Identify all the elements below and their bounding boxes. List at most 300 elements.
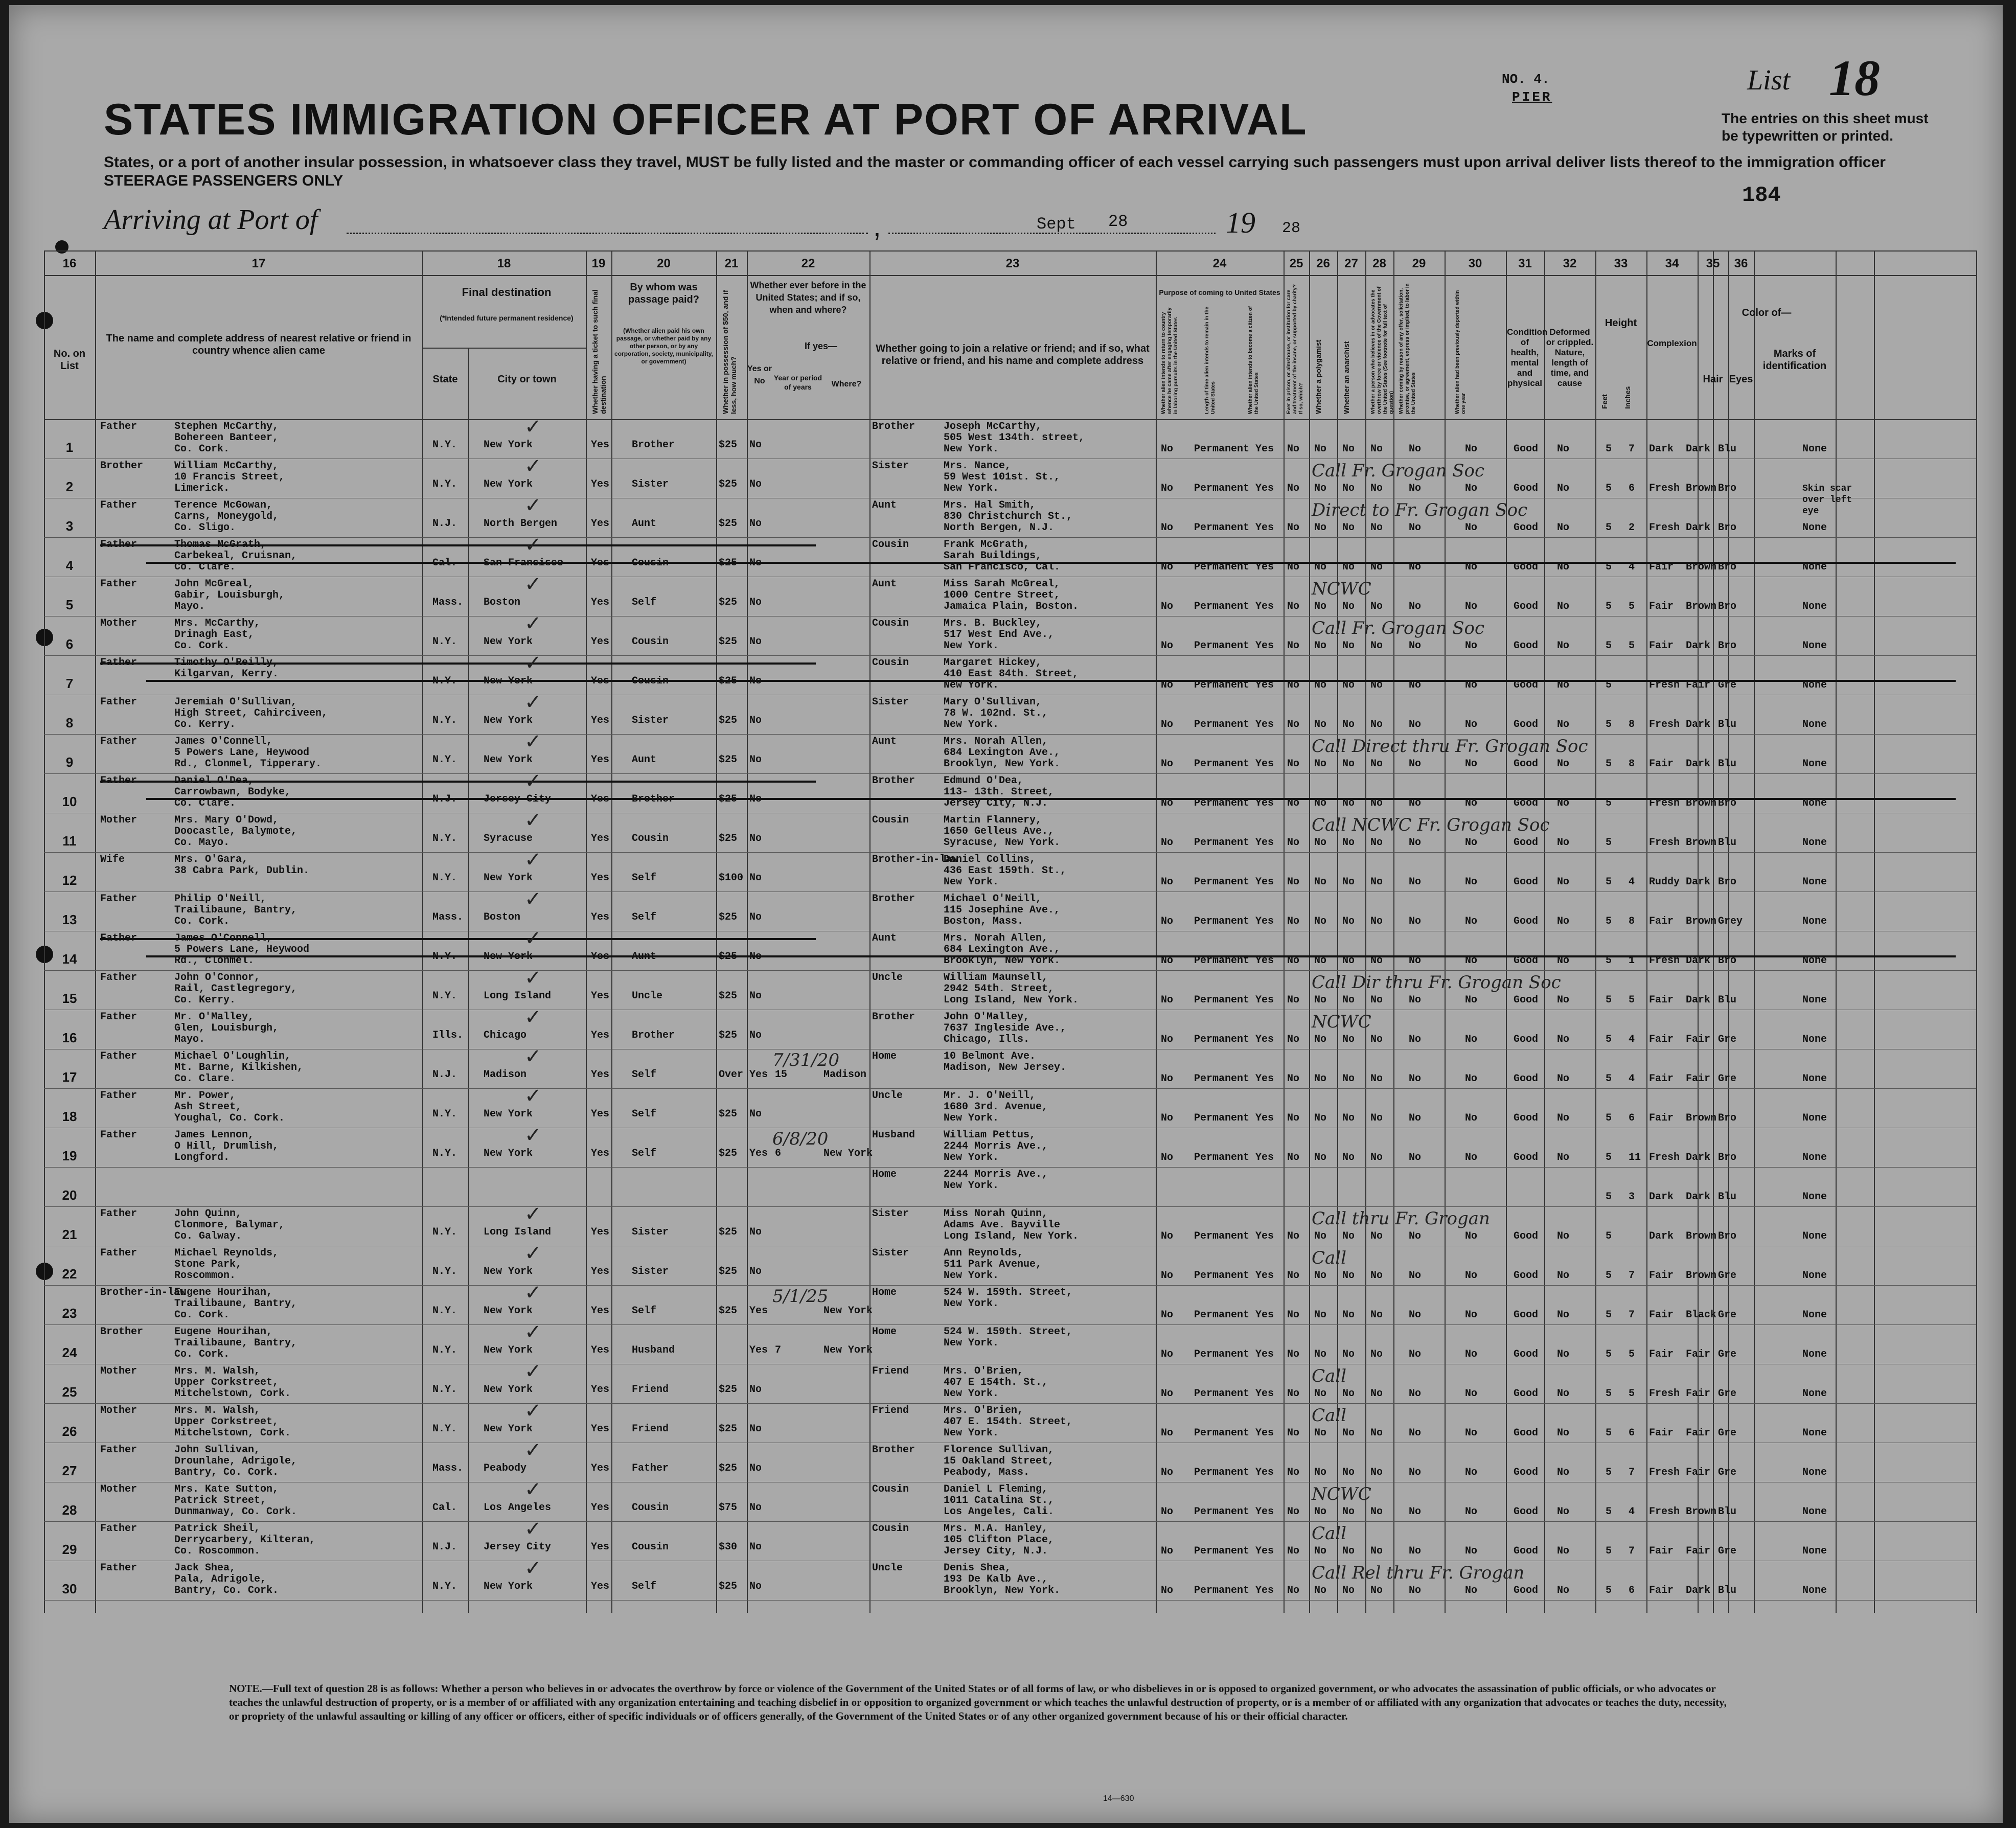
inches-cell: 7	[1629, 1545, 1635, 1557]
feet-cell: 5	[1606, 1388, 1612, 1400]
header-final-destination: Final destination	[462, 286, 552, 299]
state-cell: Mass.	[432, 1463, 464, 1474]
relative-address: Mitchelstown, Cork.	[174, 1427, 291, 1439]
list-note	[1722, 110, 1929, 145]
ticket-cell: Yes	[591, 1423, 610, 1435]
feet-cell: 5	[1606, 837, 1612, 849]
city-cell: New York	[484, 951, 533, 963]
join-address: New York.	[944, 719, 999, 730]
header-before-us: Whether ever before in the United States; and if so, when and where?	[750, 280, 866, 315]
join-name: William Maunsell,	[944, 972, 1048, 984]
join-relation: Cousin	[872, 1483, 909, 1495]
column-rule	[1445, 250, 1446, 1613]
row-number: 1	[65, 440, 74, 455]
purpose-c-cell: Yes	[1255, 1270, 1274, 1282]
q30-cell: No	[1465, 837, 1478, 849]
handwritten-annotation: Call Fr. Grogan Soc	[1312, 461, 1484, 481]
row-strikethrough	[146, 680, 1956, 682]
join-address: 1650 Gelleus Ave.,	[944, 826, 1055, 837]
q29-cell: No	[1409, 1349, 1422, 1360]
hair-cell: Dark	[1686, 640, 1711, 652]
q29-cell: No	[1409, 483, 1422, 494]
checkmark-icon: ✓	[524, 455, 542, 477]
eyes-cell: Bro	[1718, 1152, 1737, 1163]
relation: Father	[100, 499, 138, 511]
q25-cell: No	[1287, 640, 1300, 652]
join-relation: Brother	[872, 1011, 915, 1023]
join-address: Sarah Buildings,	[944, 550, 1042, 562]
q30-cell: No	[1465, 1309, 1478, 1321]
money-cell: $25	[719, 636, 738, 648]
health-cell: Good	[1514, 916, 1539, 927]
eyes-cell: Gre	[1718, 1309, 1737, 1321]
column-rule	[1874, 250, 1875, 1613]
handwritten-annotation: Call Direct thru Fr. Grogan Soc	[1312, 736, 1588, 757]
column-number: 20	[657, 257, 671, 270]
row-strikethrough	[146, 562, 1956, 564]
column-number: 28	[1372, 257, 1386, 270]
q30-cell: No	[1465, 916, 1478, 927]
column-number: 24	[1212, 257, 1227, 270]
purpose-a-cell: No	[1161, 443, 1174, 455]
state-cell: N.Y.	[432, 478, 457, 490]
money-cell: $100	[719, 872, 744, 884]
relative-address: Drinagh East,	[174, 629, 255, 641]
state-cell: N.Y.	[432, 636, 457, 648]
hair-cell: Dark	[1686, 719, 1711, 730]
q28-cell: No	[1370, 679, 1383, 691]
relative-address: Longford.	[174, 1152, 230, 1163]
header-joining: Whether going to join a relative or friend; and if so, what relative or friend, and his name and complete address	[876, 343, 1150, 367]
city-cell: New York	[484, 1384, 533, 1396]
join-address: New York.	[944, 1180, 999, 1192]
q30-cell: No	[1465, 1270, 1478, 1282]
eyes-cell: Gre	[1718, 1467, 1737, 1478]
relative-address: Doocastle, Balymote,	[174, 826, 297, 837]
join-address: 105 Clifton Place,	[944, 1534, 1055, 1546]
health-cell: Good	[1514, 1034, 1539, 1045]
join-address: Los Angeles, Cali.	[944, 1506, 1055, 1518]
list-note-line: be typewritten or printed.	[1722, 128, 1894, 144]
q25-cell: No	[1287, 1467, 1300, 1478]
join-address: 436 East 159th. St.,	[944, 865, 1067, 877]
relation: Father	[100, 1208, 138, 1220]
q25-cell: No	[1287, 719, 1300, 730]
join-address: Brooklyn, New York.	[944, 1585, 1061, 1596]
join-address: New York.	[944, 1427, 999, 1439]
row-number: 13	[62, 912, 77, 927]
inches-cell: 6	[1629, 1585, 1635, 1596]
pier-label: PIER	[1512, 89, 1552, 105]
inches-cell: 5	[1629, 1349, 1635, 1360]
q29-cell: No	[1409, 758, 1422, 770]
purpose-b-cell: Permanent	[1194, 1230, 1250, 1242]
q29-cell: No	[1409, 1388, 1422, 1400]
ticket-cell: Yes	[591, 597, 610, 608]
money-cell: $75	[719, 1502, 738, 1514]
complexion-cell: Fair	[1649, 1034, 1674, 1045]
q30-cell: No	[1465, 1545, 1478, 1557]
deformed-cell: No	[1557, 1073, 1570, 1085]
q26-cell: No	[1314, 1270, 1327, 1282]
relative-name: Patrick Sheil,	[174, 1523, 261, 1535]
q30-cell: No	[1465, 797, 1478, 809]
hair-cell: Fair	[1686, 1073, 1711, 1085]
complexion-cell: Fresh	[1649, 1467, 1680, 1478]
ticket-cell: Yes	[591, 793, 610, 805]
complexion-cell: Fair	[1649, 601, 1674, 612]
deformed-cell: No	[1557, 837, 1570, 849]
list-number: 18	[1829, 50, 1880, 106]
inches-cell: 4	[1629, 561, 1635, 573]
q30-cell: No	[1465, 1585, 1478, 1596]
deformed-cell: No	[1557, 1152, 1570, 1163]
checkmark-icon: ✓	[524, 1085, 542, 1107]
purpose-c-cell: Yes	[1255, 1506, 1274, 1518]
row-number: 14	[62, 951, 77, 967]
q25-cell: No	[1287, 1034, 1300, 1045]
complexion-cell: Fair	[1649, 640, 1674, 652]
q28-cell: No	[1370, 601, 1383, 612]
row-number: 25	[62, 1384, 77, 1400]
header-polygamist: Whether a polygamist	[1314, 339, 1322, 414]
health-cell: Good	[1514, 679, 1539, 691]
row-number: 24	[62, 1345, 77, 1360]
money-cell: $30	[719, 1541, 738, 1553]
checkmark-icon: ✓	[524, 573, 542, 596]
purpose-b-cell: Permanent	[1194, 601, 1250, 612]
q29-cell: No	[1409, 837, 1422, 849]
relative-address: Glen, Louisburgh,	[174, 1022, 279, 1034]
state-cell: Mass.	[432, 597, 464, 608]
purpose-b-cell: Permanent	[1194, 1467, 1250, 1478]
q25-cell: No	[1287, 1545, 1300, 1557]
column-number: 34	[1665, 257, 1679, 270]
marks-cell: Skin scar over left eye	[1802, 484, 1852, 516]
year-cell: 6	[775, 1148, 782, 1159]
join-address: 115 Josephine Ave.,	[944, 904, 1061, 916]
relation: Father	[100, 1090, 138, 1102]
relative-address: Patrick Street,	[174, 1495, 267, 1506]
complexion-cell: Fresh	[1649, 719, 1680, 730]
feet-cell: 5	[1606, 1309, 1612, 1321]
relation: Father	[100, 736, 138, 747]
header-paid-by: By whom was passage paid?	[628, 282, 699, 305]
q29-cell: No	[1409, 797, 1422, 809]
purpose-b-cell: Permanent	[1194, 797, 1250, 809]
city-cell: New York	[484, 1266, 533, 1277]
q25-cell: No	[1287, 1152, 1300, 1163]
q28-cell: No	[1370, 1309, 1383, 1321]
purpose-a-cell: No	[1161, 797, 1174, 809]
row-number: 21	[62, 1227, 77, 1242]
marks-cell: None	[1802, 1230, 1827, 1242]
relative-address: Upper Corkstreet,	[174, 1416, 279, 1428]
join-address: 2244 Morris Ave.,	[944, 1140, 1048, 1152]
relative-address: Gabir, Louisburgh,	[174, 589, 285, 601]
q25-cell: No	[1287, 1309, 1300, 1321]
checkmark-icon: ✓	[524, 888, 542, 910]
q28-cell: No	[1370, 955, 1383, 967]
comma: ,	[873, 210, 881, 242]
eyes-cell: Gre	[1718, 1034, 1737, 1045]
column-number: 18	[497, 257, 511, 270]
relative-name: Mr. O'Malley,	[174, 1011, 255, 1023]
inches-cell: 5	[1629, 994, 1635, 1006]
purpose-b-cell: Permanent	[1194, 1585, 1250, 1596]
q27-cell: No	[1342, 1427, 1355, 1439]
relative-address: Bantry, Co. Cork.	[174, 1585, 279, 1596]
purpose-b-cell: Permanent	[1194, 561, 1250, 573]
deformed-cell: No	[1557, 1585, 1570, 1596]
marks-cell: None	[1802, 916, 1827, 927]
marks-cell: None	[1802, 1191, 1827, 1203]
column-rule	[1646, 250, 1647, 1613]
q26-cell: No	[1314, 483, 1327, 494]
q28-cell: No	[1370, 1152, 1383, 1163]
relative-address: Co. Cork.	[174, 443, 230, 455]
relative-address: Derrycarbery, Kilteran,	[174, 1534, 316, 1546]
health-cell: Good	[1514, 601, 1539, 612]
paid-by-cell: Aunt	[632, 518, 657, 530]
complexion-cell: Fresh	[1649, 1388, 1680, 1400]
marks-cell: None	[1802, 443, 1827, 455]
header-anarchist: Whether an anarchist	[1342, 341, 1350, 414]
column-number: 27	[1344, 257, 1358, 270]
money-cell: $25	[719, 518, 738, 530]
join-relation: Cousin	[872, 657, 909, 669]
city-cell: New York	[484, 675, 533, 687]
q29-cell: No	[1409, 1270, 1422, 1282]
q27-cell: No	[1342, 994, 1355, 1006]
money-cell: $25	[719, 1384, 738, 1396]
column-rule	[747, 250, 748, 1613]
q28-cell: No	[1370, 1427, 1383, 1439]
q30-cell: No	[1465, 483, 1478, 494]
city-cell: New York	[484, 636, 533, 648]
join-relation: Sister	[872, 696, 909, 708]
state-cell: N.Y.	[432, 675, 457, 687]
deformed-cell: No	[1557, 1545, 1570, 1557]
paid-by-cell: Friend	[632, 1384, 669, 1396]
join-address: Adams Ave. Bayville	[944, 1219, 1061, 1231]
feet-cell: 5	[1606, 797, 1612, 809]
join-address: New York.	[944, 483, 999, 494]
inches-cell: 1	[1629, 955, 1635, 967]
join-name: Margaret Hickey,	[944, 657, 1042, 669]
inches-cell: 4	[1629, 1073, 1635, 1085]
city-cell: New York	[484, 1305, 533, 1317]
column-rule	[1976, 250, 1977, 1613]
relative-address: O Hill, Drumlish,	[174, 1140, 279, 1152]
marks-cell: None	[1802, 640, 1827, 652]
deformed-cell: No	[1557, 1506, 1570, 1518]
header-year-period: Year or period of years	[773, 374, 822, 391]
ticket-cell: Yes	[591, 557, 610, 569]
money-cell: $25	[719, 1581, 738, 1592]
purpose-b-cell: Permanent	[1194, 443, 1250, 455]
marks-cell: None	[1802, 1388, 1827, 1400]
row-rule	[44, 1206, 1976, 1207]
join-address: New York.	[944, 876, 999, 888]
checkmark-icon: ✓	[524, 691, 542, 714]
q28-cell: No	[1370, 443, 1383, 455]
q27-cell: No	[1342, 561, 1355, 573]
health-cell: Good	[1514, 522, 1539, 534]
row-strikethrough	[100, 544, 816, 546]
complexion-cell: Ruddy	[1649, 876, 1680, 888]
eyes-cell: Blu	[1718, 1191, 1737, 1203]
relative-address: 10 Francis Street,	[174, 471, 285, 483]
city-cell: Long Island	[484, 1226, 552, 1238]
header-q28: Whether a person who believes in or advocates the overthrow by force or violence of the Government of the United States (See footnote for full text of question)	[1370, 286, 1394, 414]
feet-cell: 5	[1606, 1191, 1612, 1203]
q27-cell: No	[1342, 522, 1355, 534]
checkmark-icon: ✓	[524, 1124, 542, 1147]
deformed-cell: No	[1557, 1349, 1570, 1360]
health-cell: Good	[1514, 1349, 1539, 1360]
state-cell: N.Y.	[432, 951, 457, 963]
complexion-cell: Fresh	[1649, 679, 1680, 691]
date-month: Sept	[1037, 215, 1076, 234]
q30-cell: No	[1465, 679, 1478, 691]
q30-cell: No	[1465, 640, 1478, 652]
relative-address: Clonmore, Balymar,	[174, 1219, 285, 1231]
manifest-sheet	[9, 5, 2003, 1823]
health-cell: Good	[1514, 443, 1539, 455]
q25-cell: No	[1287, 758, 1300, 770]
row-rule	[44, 734, 1976, 735]
purpose-a-cell: No	[1161, 1585, 1174, 1596]
money-cell: $25	[719, 1148, 738, 1159]
year-cell: 15	[775, 1069, 788, 1081]
relative-address: Co. Mayo.	[174, 837, 230, 849]
eyes-cell: Bro	[1718, 601, 1737, 612]
q30-cell: No	[1465, 601, 1478, 612]
checkmark-icon: ✓	[524, 494, 542, 517]
city-cell: New York	[484, 1148, 533, 1159]
header-height: Height	[1605, 317, 1637, 329]
complexion-cell: Fair	[1649, 1585, 1674, 1596]
header-rule	[44, 275, 1976, 276]
q27-cell: No	[1342, 1152, 1355, 1163]
feet-cell: 5	[1606, 1270, 1612, 1282]
complexion-cell: Fair	[1649, 1270, 1674, 1282]
column-number: 35	[1706, 257, 1720, 270]
year-prefix: 19	[1226, 206, 1255, 239]
health-cell: Good	[1514, 640, 1539, 652]
row-number: 19	[62, 1148, 77, 1163]
purpose-a-cell: No	[1161, 1230, 1174, 1242]
relative-address: Co. Cork.	[174, 640, 230, 652]
q25-cell: No	[1287, 955, 1300, 967]
q26-cell: No	[1314, 1388, 1327, 1400]
purpose-a-cell: No	[1161, 1349, 1174, 1360]
state-cell: N.Y.	[432, 1148, 457, 1159]
purpose-a-cell: No	[1161, 837, 1174, 849]
handwritten-annotation: Call Dir thru Fr. Grogan Soc	[1312, 972, 1561, 993]
handwritten-annotation: Call	[1312, 1523, 1347, 1544]
marks-cell: None	[1802, 1270, 1827, 1282]
complexion-cell: Dark	[1649, 443, 1674, 455]
column-rule	[95, 250, 96, 1613]
q26-cell: No	[1314, 561, 1327, 573]
purpose-b-cell: Permanent	[1194, 1073, 1250, 1085]
join-address: New York.	[944, 679, 999, 691]
health-cell: Good	[1514, 837, 1539, 849]
join-name: Miss Norah Quinn,	[944, 1208, 1048, 1220]
q27-cell: No	[1342, 797, 1355, 809]
before-cell: No	[749, 754, 762, 766]
header-city: City or town	[497, 374, 557, 385]
relative-name: James O'Connell,	[174, 736, 273, 747]
q25-cell: No	[1287, 916, 1300, 927]
row-strikethrough	[100, 938, 816, 940]
q25-cell: No	[1287, 1349, 1300, 1360]
q25-cell: No	[1287, 679, 1300, 691]
hair-cell: Dark	[1686, 994, 1711, 1006]
state-cell: N.Y.	[432, 1423, 457, 1435]
relative-address: Carbekeal, Cruisnan,	[174, 550, 297, 562]
row-rule	[44, 1285, 1976, 1286]
inches-cell: 7	[1629, 443, 1635, 455]
purpose-c-cell: Yes	[1255, 916, 1274, 927]
money-cell: $25	[719, 715, 738, 726]
checkmark-icon: ✓	[524, 1321, 542, 1343]
eyes-cell: Gre	[1718, 679, 1737, 691]
relative-address: Trailibaune, Bantry,	[174, 1337, 297, 1349]
join-name: 524 W. 159th. Street,	[944, 1326, 1073, 1338]
checkmark-icon: ✓	[524, 730, 542, 753]
marks-cell: None	[1802, 1585, 1827, 1596]
relation: Father	[100, 775, 138, 787]
complexion-cell: Fair	[1649, 758, 1674, 770]
deformed-cell: No	[1557, 994, 1570, 1006]
join-name: Mrs. Norah Allen,	[944, 932, 1048, 944]
relative-address: Limerick.	[174, 483, 230, 494]
pier-number: NO. 4.	[1502, 72, 1550, 87]
q30-cell: No	[1465, 561, 1478, 573]
join-name: Mary O'Sullivan,	[944, 696, 1042, 708]
ticket-cell: Yes	[591, 833, 610, 844]
paid-by-cell: Cousin	[632, 1541, 669, 1553]
page-title: STATES IMMIGRATION OFFICER AT PORT OF ARRIVAL	[104, 95, 1308, 144]
column-number: 33	[1614, 257, 1628, 270]
handwritten-annotation: 6/8/20	[772, 1129, 829, 1149]
eyes-cell: Blu	[1718, 1585, 1737, 1596]
inches-cell: 6	[1629, 1112, 1635, 1124]
q29-cell: No	[1409, 1467, 1422, 1478]
feet-cell: 5	[1606, 876, 1612, 888]
join-relation: Aunt	[872, 736, 897, 747]
checkmark-icon: ✓	[524, 612, 542, 635]
city-cell: San Francisco	[484, 557, 564, 569]
purpose-a-cell: No	[1161, 916, 1174, 927]
relative-address: Co. Sligo.	[174, 522, 236, 534]
relative-address: Co. Cork.	[174, 916, 230, 927]
purpose-a-cell: No	[1161, 1270, 1174, 1282]
join-relation: Sister	[872, 1247, 909, 1259]
money-cell: $25	[719, 833, 738, 844]
money-cell: $25	[719, 1108, 738, 1120]
city-cell: New York	[484, 872, 533, 884]
q30-cell: No	[1465, 876, 1478, 888]
join-name: 2244 Morris Ave.,	[944, 1169, 1048, 1180]
column-rule	[1544, 250, 1545, 1613]
column-rule	[1309, 250, 1310, 1613]
q28-cell: No	[1370, 719, 1383, 730]
purpose-c-cell: Yes	[1255, 561, 1274, 573]
